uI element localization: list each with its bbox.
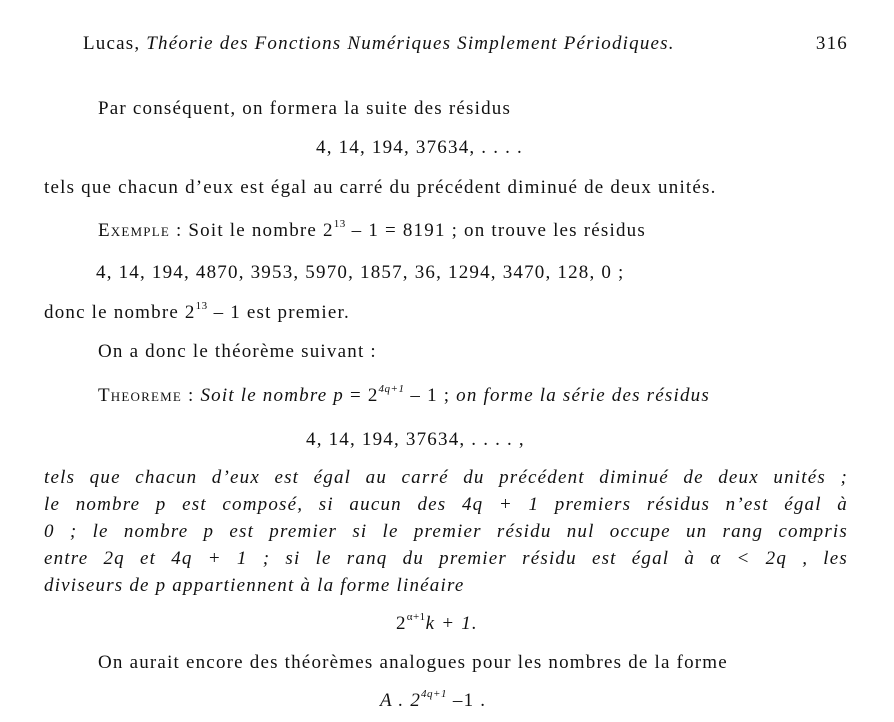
formula-rest: k + 1. — [425, 613, 478, 634]
conclusion-text-rest: – 1 est premier. — [207, 302, 350, 323]
theorem-body-line: entre 2q et 4q + 1 ; si le ranq du premier résidu est égal à α < 2q , les — [44, 548, 848, 569]
residue-sequence: 4, 14, 194, 37634, . . . . — [316, 137, 523, 158]
formula-post: –1 . — [446, 690, 487, 711]
theorem-text-rest: on forme la série des résidus — [456, 385, 710, 406]
theorem-text: Soit le nombre p — [200, 385, 345, 406]
example-text-rest: – 1 = 8191 ; on trouve les résidus — [345, 220, 646, 241]
exponent: 4q+1 — [378, 382, 405, 395]
theorem-body-line: diviseurs de p appartiennent à la forme linéaire — [44, 575, 465, 596]
theorem-sep: : — [182, 385, 201, 406]
paragraph-intro: Par conséquent, on formera la suite des résidus — [98, 98, 512, 119]
theorem-statement — [98, 382, 848, 407]
paragraph-rule: tels que chacun d’eux est égal au carré du précédent diminué de deux unités. — [44, 177, 717, 198]
theorem-eq: = 2 — [344, 385, 379, 406]
theorem-mid: – 1 ; — [404, 385, 457, 406]
theorem-body-line: 0 ; le nombre p est premier si le premier résidu nul occupe un rang compris — [44, 521, 848, 542]
page-number: 316 — [815, 33, 848, 54]
theorem-sequence: 4, 14, 194, 37634, . . . . , — [306, 429, 525, 450]
final-formula — [380, 687, 487, 712]
example-text: : Soit le nombre 2 — [170, 220, 334, 241]
paragraph-theorem-intro: On a donc le théorème suivant : — [98, 341, 377, 362]
header-author: Lucas, — [83, 33, 141, 54]
exponent: 4q+1 — [421, 687, 447, 700]
exponent: 13 — [333, 217, 346, 230]
exponent: α+1 — [406, 610, 426, 623]
conclusion-text: donc le nombre 2 — [44, 302, 196, 323]
theorem-label: Theoreme — [98, 385, 183, 406]
paragraph-analogous: On aurait encore des théorèmes analogues pour les nombres de la forme — [98, 652, 728, 673]
formula-base: 2 — [396, 613, 407, 634]
formula-pre: A . 2 — [380, 690, 422, 711]
running-header — [83, 33, 848, 55]
header-title: Théorie des Fonctions Numériques Simplement Périodiques. — [146, 33, 675, 54]
conclusion-line — [44, 299, 350, 324]
example-residues: 4, 14, 194, 4870, 3953, 5970, 1857, 36, 1294, 3470, 128, 0 ; — [96, 262, 625, 283]
example-label: Exemple — [98, 220, 171, 241]
linear-form-formula — [396, 610, 478, 635]
exponent: 13 — [195, 299, 208, 312]
example-line — [98, 217, 646, 242]
theorem-body-line: tels que chacun d’eux est égal au carré du précédent diminué de deux unités ; — [44, 467, 848, 488]
theorem-body-line: le nombre p est composé, si aucun des 4q + 1 premiers résidus n’est égal à — [44, 494, 848, 515]
